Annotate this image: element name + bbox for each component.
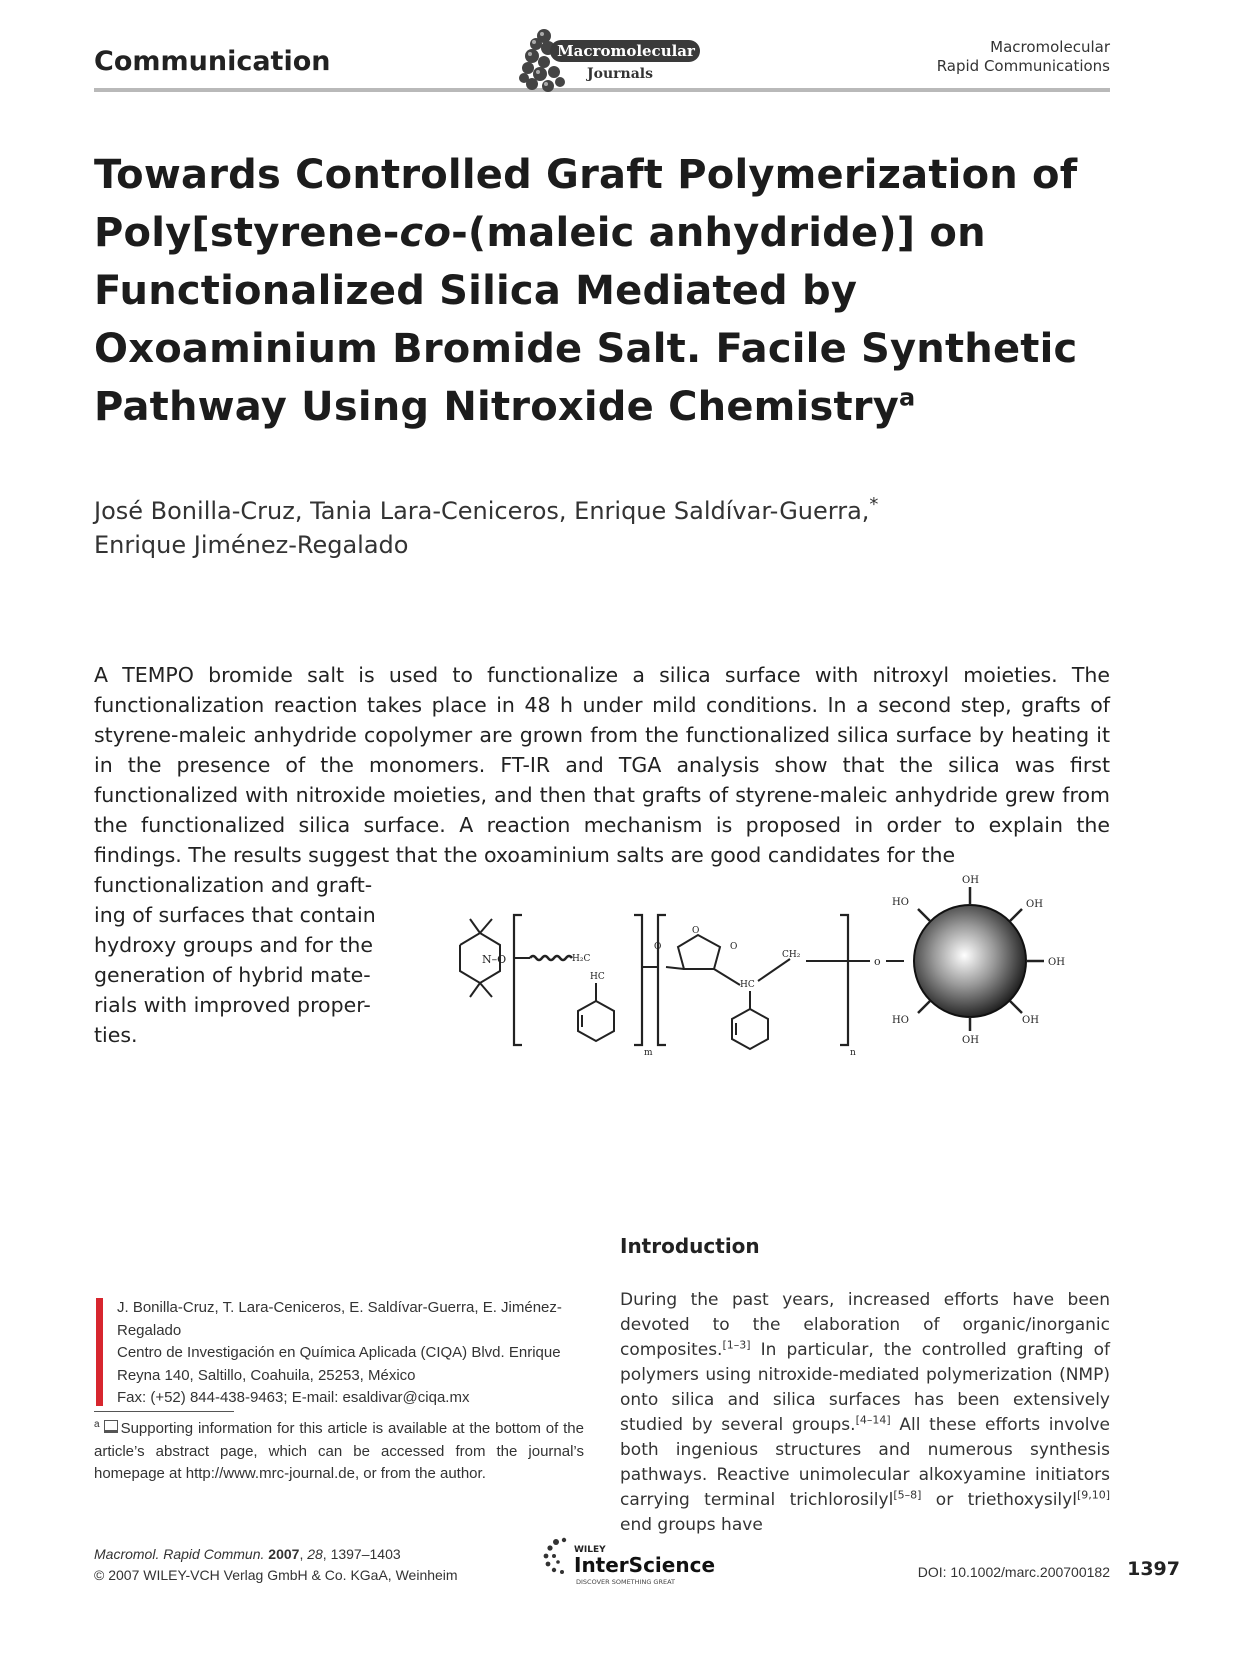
ch2-label: CH₂ [782, 950, 801, 960]
citation-line: Macromol. Rapid Commun. 2007, 28, 1397–1403 [94, 1546, 401, 1562]
introduction-body [620, 1288, 1110, 1538]
swirl-icon [544, 1538, 567, 1574]
authors-line-1 [94, 494, 1094, 528]
benzene-ring-2 [732, 991, 768, 1049]
o-label-2: O [692, 926, 700, 936]
wiley-interscience-logo [540, 1532, 730, 1588]
macromolecular-journals-logo [510, 22, 702, 100]
intro-text-1: During the past years, increased efforts have been devoted to the elaboration of organic/inorganic composites. [620, 1290, 1110, 1360]
abstract-cont-line-2: ing of surfaces that contain [94, 903, 376, 927]
affiliation-block [117, 1297, 585, 1410]
footnote-rule [94, 1411, 234, 1412]
footer-volume: 28 [307, 1546, 323, 1562]
subscript-n: n [850, 1048, 856, 1058]
title-line-5 [94, 378, 1094, 436]
benzene-ring-1 [578, 983, 614, 1041]
intro-text-5: end groups have [620, 1515, 763, 1535]
n-o-label: N–O [482, 953, 507, 966]
wiley-label: WILEY [574, 1545, 606, 1555]
ho-bottom-left: HO [892, 1015, 909, 1026]
h2c-label: H₂C [572, 954, 591, 964]
title-co-italic: co [399, 210, 452, 256]
citation-ref-3: [5–8] [893, 1488, 922, 1502]
author-list [94, 494, 1094, 562]
footer-year: 2007 [268, 1546, 300, 1562]
journal-name-line1: Macromolecular [990, 38, 1110, 56]
computer-icon [104, 1420, 118, 1433]
corresponding-author-mark: * [869, 494, 879, 515]
journal-name [937, 38, 1110, 76]
footer-pages: , 1397–1403 [322, 1546, 401, 1562]
o-label-3: O [730, 942, 738, 952]
abstract-cont-line-1: functionalization and graft- [94, 873, 373, 897]
affiliation-names: J. Bonilla-Cruz, T. Lara-Ceniceros, E. Saldívar-Guerra, E. Jiménez-Regalado [117, 1299, 562, 1339]
footnote-mark: a [94, 1419, 100, 1430]
title-line-5-text: Pathway Using Nitroxide Chemistry [94, 384, 899, 430]
oh-bottom-right: OH [1022, 1015, 1039, 1026]
abstract-cont-line-6: ties. [94, 1023, 138, 1047]
abstract-main: A TEMPO bromide salt is used to functionalize a silica surface with nitroxyl moieties. The functionalization reaction takes place in 48 h under mild conditions. In a second step, grafts of styrene-maleic anhydride copolymer are grown from the functionalized silica surface by heating it in the presence of the monomers. FT-IR and TGA analysis show that the silica was first functionalized with nitroxide moieties, and then that grafts of styrene-maleic anhydride grew from the functionalized silica surface. A reaction mechanism is proposed in order to explain the findings. The results suggest that the oxoaminium salts are good candidates for the [94, 663, 1110, 867]
intro-text-4: or triethoxysilyl [921, 1490, 1077, 1510]
logo-text-1: Macromolecular [557, 42, 695, 60]
affiliation-accent-bar [96, 1298, 103, 1406]
citation-ref-4: [9,10] [1076, 1488, 1111, 1502]
intro-text-3: All these efforts involve both ingenious structures and numerous synthesis pathways. Reactive unimolecular alkoxyamine initiators carrying terminal trichlorosilyl [620, 1415, 1110, 1510]
intro-text-2: In particular, the controlled grafting of polymers using nitroxide-mediated polymerization (NMP) onto silica and silica surfaces has been extensively studied by several groups. [620, 1340, 1110, 1435]
interscience-tagline: DISCOVER SOMETHING GREAT [576, 1578, 675, 1586]
title-line-2a: Poly[styrene- [94, 210, 400, 256]
title-line-4: Oxoaminium Bromide Salt. Facile Synthetic [94, 326, 1078, 372]
oh-top: OH [962, 875, 979, 886]
section-label: Communication [94, 46, 331, 77]
oh-right: OH [1048, 957, 1065, 968]
title-line-3: Functionalized Silica Mediated by [94, 268, 858, 314]
page-number: 1397 [1127, 1558, 1180, 1580]
hc-label-1: HC [590, 972, 605, 982]
authors-line-1-text: José Bonilla-Cruz, Tania Lara-Ceniceros, Enrique Saldívar-Guerra, [94, 497, 870, 525]
article-title [94, 146, 1094, 436]
hc-label-2: HC [740, 980, 755, 990]
title-line-2 [94, 204, 1094, 262]
footer-journal: Macromol. Rapid Commun. [94, 1546, 265, 1562]
o-link-label: o [874, 955, 881, 968]
journal-name-line2: Rapid Communications [936, 57, 1110, 75]
subscript-m: m [644, 1048, 653, 1058]
maleic-anhydride-ring [678, 935, 720, 969]
abstract [94, 660, 1110, 870]
silica-particle [914, 905, 1026, 1017]
authors-line-2: Enrique Jiménez-Regalado [94, 531, 409, 559]
affiliation-address: Centro de Investigación en Química Aplicada (CIQA) Blvd. Enrique Reyna 140, Saltillo, Coahuila, 25253, México [117, 1344, 561, 1384]
footnote-text: Supporting information for this article is available at the bottom of the article’s abstract page, which can be accessed from the journal’s homepage at http://www.mrc-journal.de, or from the author. [94, 1420, 584, 1482]
title-line-1: Towards Controlled Graft Polymerization of [94, 152, 1078, 198]
o-label-1: O [654, 942, 662, 952]
doi: DOI: 10.1002/marc.200700182 [917, 1564, 1110, 1580]
citation-ref-1: [1–3] [722, 1338, 751, 1352]
graft-copolymer-scheme [430, 875, 1120, 1115]
wavy-bond [530, 956, 572, 960]
interscience-label: InterScience [574, 1553, 716, 1577]
affiliation-contact: Fax: (+52) 844-438-9463; E-mail: esaldivar@ciqa.mx [117, 1389, 470, 1406]
oh-top-right: OH [1026, 899, 1043, 910]
ho-top-left: HO [892, 897, 909, 908]
abstract-cont-line-5: rials with improved proper- [94, 993, 371, 1017]
citation-ref-2: [4–14] [855, 1413, 891, 1427]
oh-bottom: OH [962, 1035, 979, 1046]
abstract-continuation [94, 870, 404, 1050]
abstract-cont-line-4: generation of hybrid mate- [94, 963, 371, 987]
abstract-cont-line-3: hydroxy groups and for the [94, 933, 373, 957]
logo-text-2: Journals [587, 66, 653, 82]
footer-copyright: © 2007 WILEY-VCH Verlag GmbH & Co. KGaA, Weinheim [94, 1567, 458, 1583]
title-footnote-mark: a [898, 383, 916, 412]
supporting-info-footnote [94, 1418, 584, 1486]
introduction-heading: Introduction [620, 1234, 760, 1258]
citation-footer [94, 1544, 458, 1586]
title-line-2c: -(maleic anhydride)] on [451, 210, 986, 256]
